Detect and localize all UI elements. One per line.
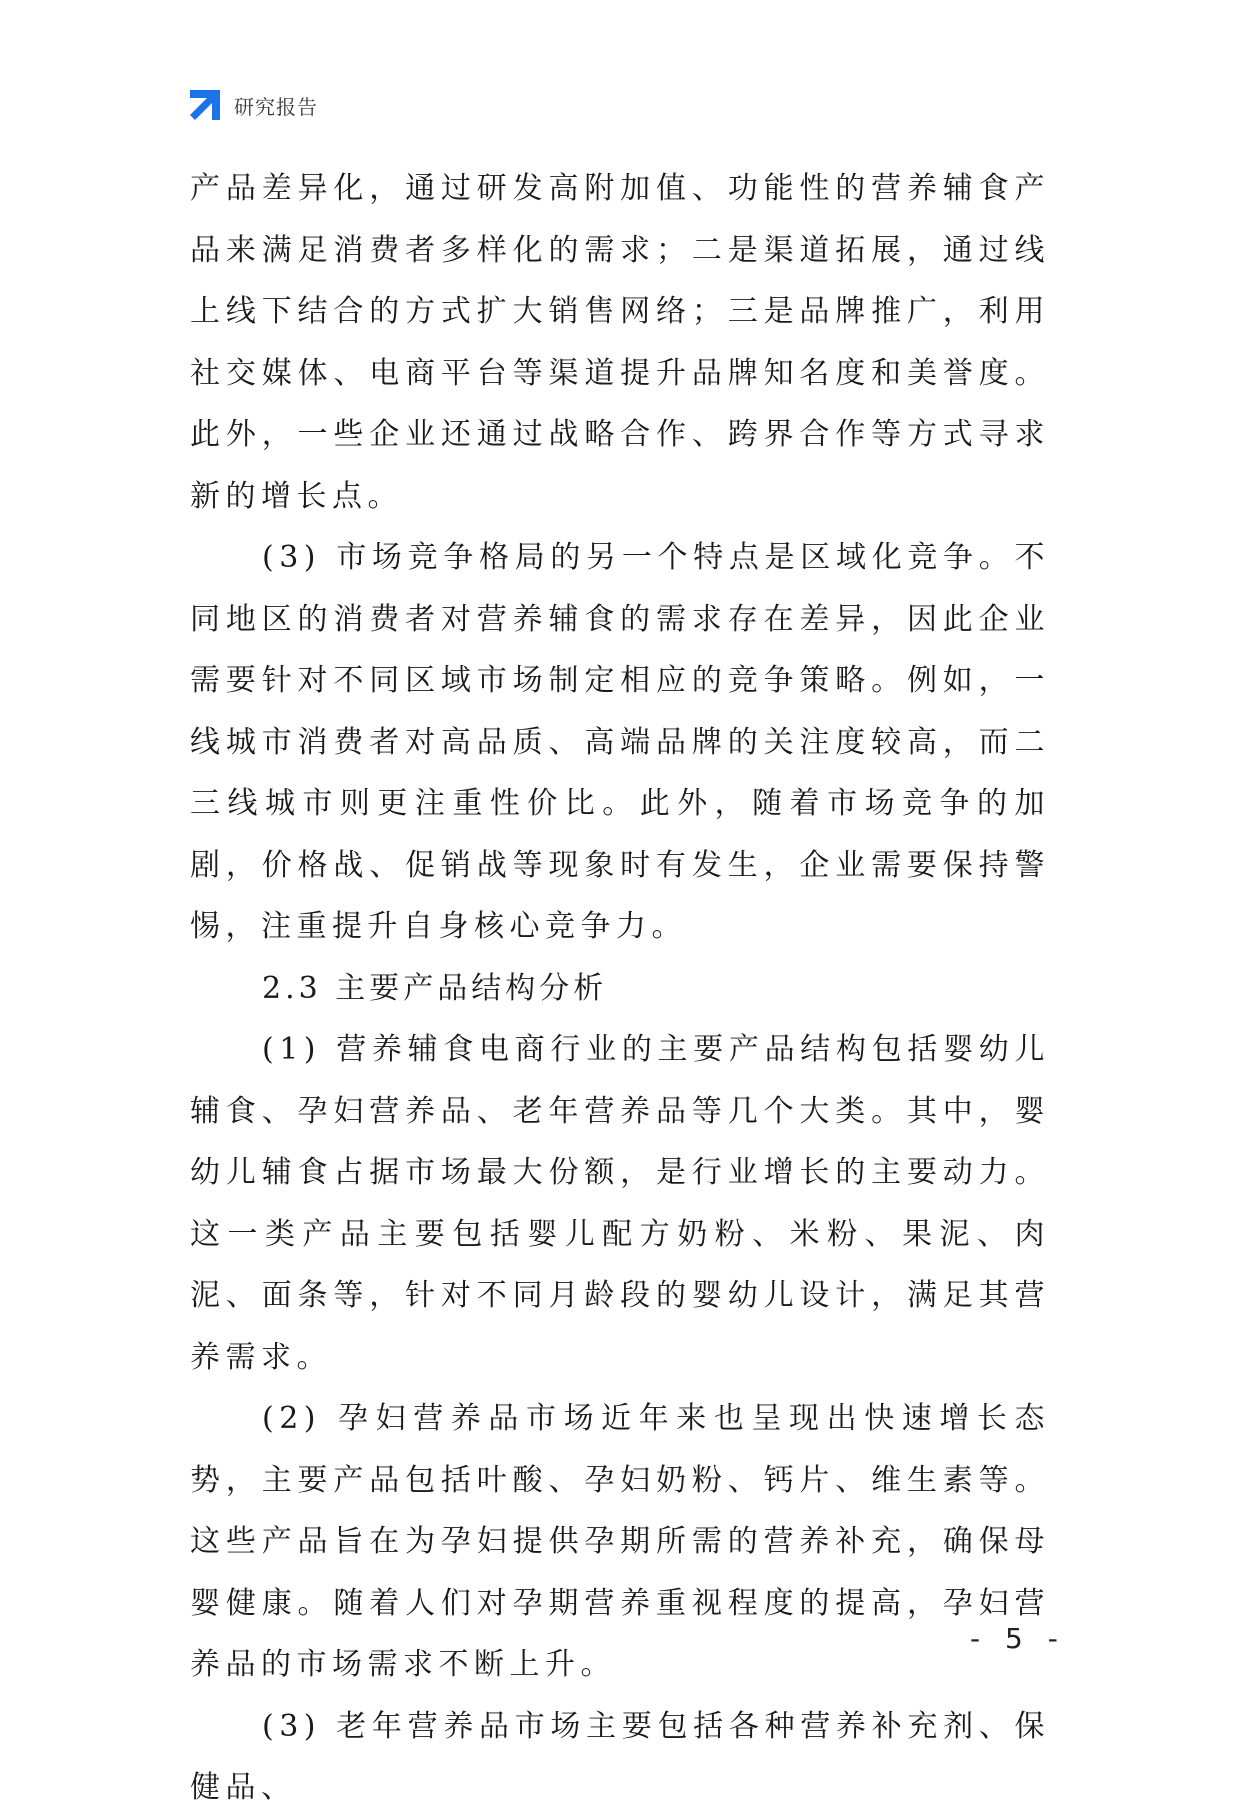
paragraph-continuation: 产品差异化，通过研发高附加值、功能性的营养辅食产品来满足消费者多样化的需求；二是渠道拓展，通过线上线下结合的方式扩大销售网络；三是品牌推广，利用社交媒体、电商平台等渠道提升品牌知名度和美誉度。此外，一些企业还通过战略合作、跨界合作等方式寻求新的增长点。 [190,171,1050,514]
paragraph-maternal-nutrition: (2) 孕妇营养品市场近年来也呈现出快速增长态势，主要产品包括叶酸、孕妇奶粉、钙片、维生素等。这些产品旨在为孕妇提供孕期所需的营养补充，确保母婴健康。随着人们对孕期营养重视程度的提高，孕妇营养品的市场需求不断上升。 [190,1401,1050,1682]
page-number: - 5 - [970,1622,1066,1655]
document-body [190,158,1050,1819]
arrow-logo-icon [188,88,222,122]
paragraph-regional-competition: (3) 市场竞争格局的另一个特点是区域化竞争。不同地区的消费者对营养辅食的需求存在差异，因此企业需要针对不同区域市场制定相应的竞争策略。例如，一线城市消费者对高品质、高端品牌的关注度较高，而二三线城市则更注重性价比。此外，随着市场竞争的加剧，价格战、促销战等现象时有发生，企业需要保持警惕，注重提升自身核心竞争力。 [190,540,1050,944]
paragraph-elderly-nutrition: (3) 老年营养品市场主要包括各种营养补充剂、保健品、 [190,1708,1050,1805]
header-title: 研究报告 [234,94,318,119]
page-header [188,88,318,122]
section-heading: 2.3 主要产品结构分析 [262,970,608,1006]
paragraph-product-structure: (1) 营养辅食电商行业的主要产品结构包括婴幼儿辅食、孕妇营养品、老年营养品等几个大类。其中，婴幼儿辅食占据市场最大份额，是行业增长的主要动力。这一类产品主要包括婴儿配方奶粉、米粉、果泥、肉泥、面条等，针对不同月龄段的婴幼儿设计，满足其营养需求。 [190,1032,1050,1375]
